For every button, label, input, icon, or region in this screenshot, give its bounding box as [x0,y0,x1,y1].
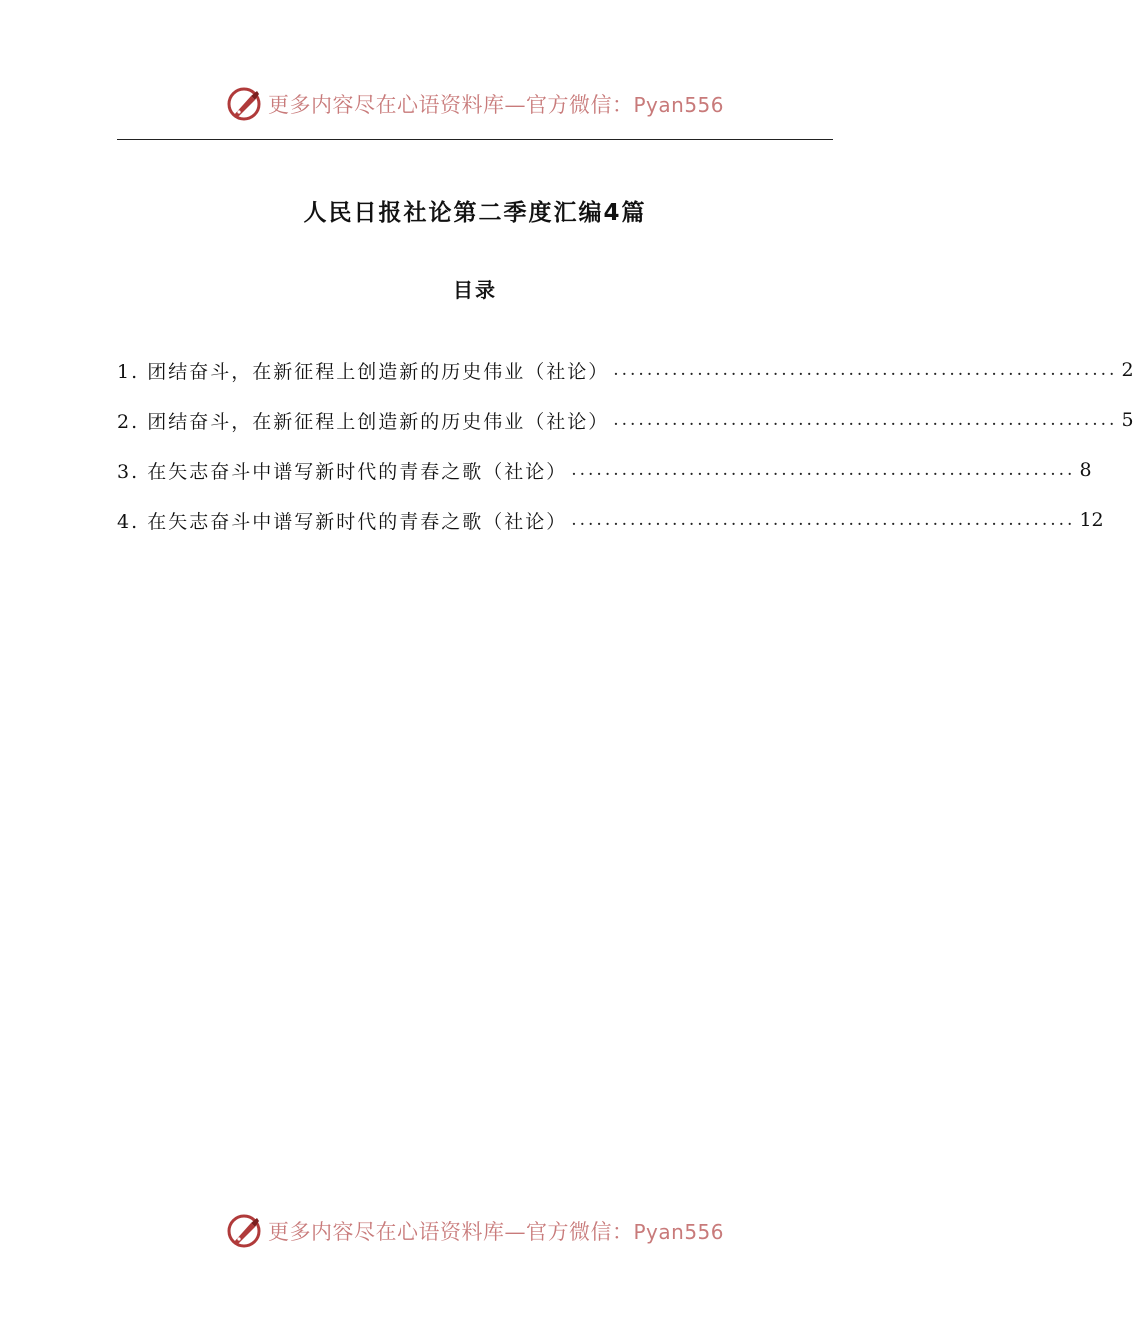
toc-leader-dots: ............................................................ [613,360,1118,380]
document-title: 人民日报社论第二季度汇编4篇 [303,200,647,226]
table-of-contents [117,345,1134,545]
toc-leader-dots: ............................................................ [571,510,1076,530]
pen-logo-icon [226,86,262,122]
footer-banner [0,1211,950,1251]
toc-heading: 目录 [453,278,497,302]
toc-entry-label: 4. 在矢志奋斗中谱写新时代的青春之歌（社论） [117,510,568,533]
pen-logo-icon [226,1213,262,1249]
header-divider [117,139,833,140]
header-wechat-id: Pyan556 [633,93,724,117]
toc-page-number: 8 [1079,459,1092,481]
toc-page-number: 5 [1121,409,1134,431]
header-banner [0,84,950,124]
toc-entry-1[interactable] [117,345,1134,395]
toc-page-number: 2 [1121,359,1134,381]
toc-leader-dots: ............................................................ [613,410,1118,430]
toc-entry-label: 3. 在矢志奋斗中谱写新时代的青春之歌（社论） [117,460,568,483]
toc-entry-2[interactable] [117,395,1134,445]
toc-leader-dots: ............................................................ [571,460,1076,480]
toc-entry-3[interactable] [117,445,1092,495]
toc-entry-4[interactable] [117,495,1104,545]
footer-wechat-id: Pyan556 [633,1220,724,1244]
header-banner-text: 更多内容尽在心语资料库—官方微信：Pyan556 [267,93,724,117]
footer-banner-text: 更多内容尽在心语资料库—官方微信：Pyan556 [267,1220,724,1244]
toc-entry-label: 2. 团结奋斗，在新征程上创造新的历史伟业（社论） [117,410,610,433]
toc-page-number: 12 [1079,509,1104,531]
toc-entry-label: 1. 团结奋斗，在新征程上创造新的历史伟业（社论） [117,360,610,383]
